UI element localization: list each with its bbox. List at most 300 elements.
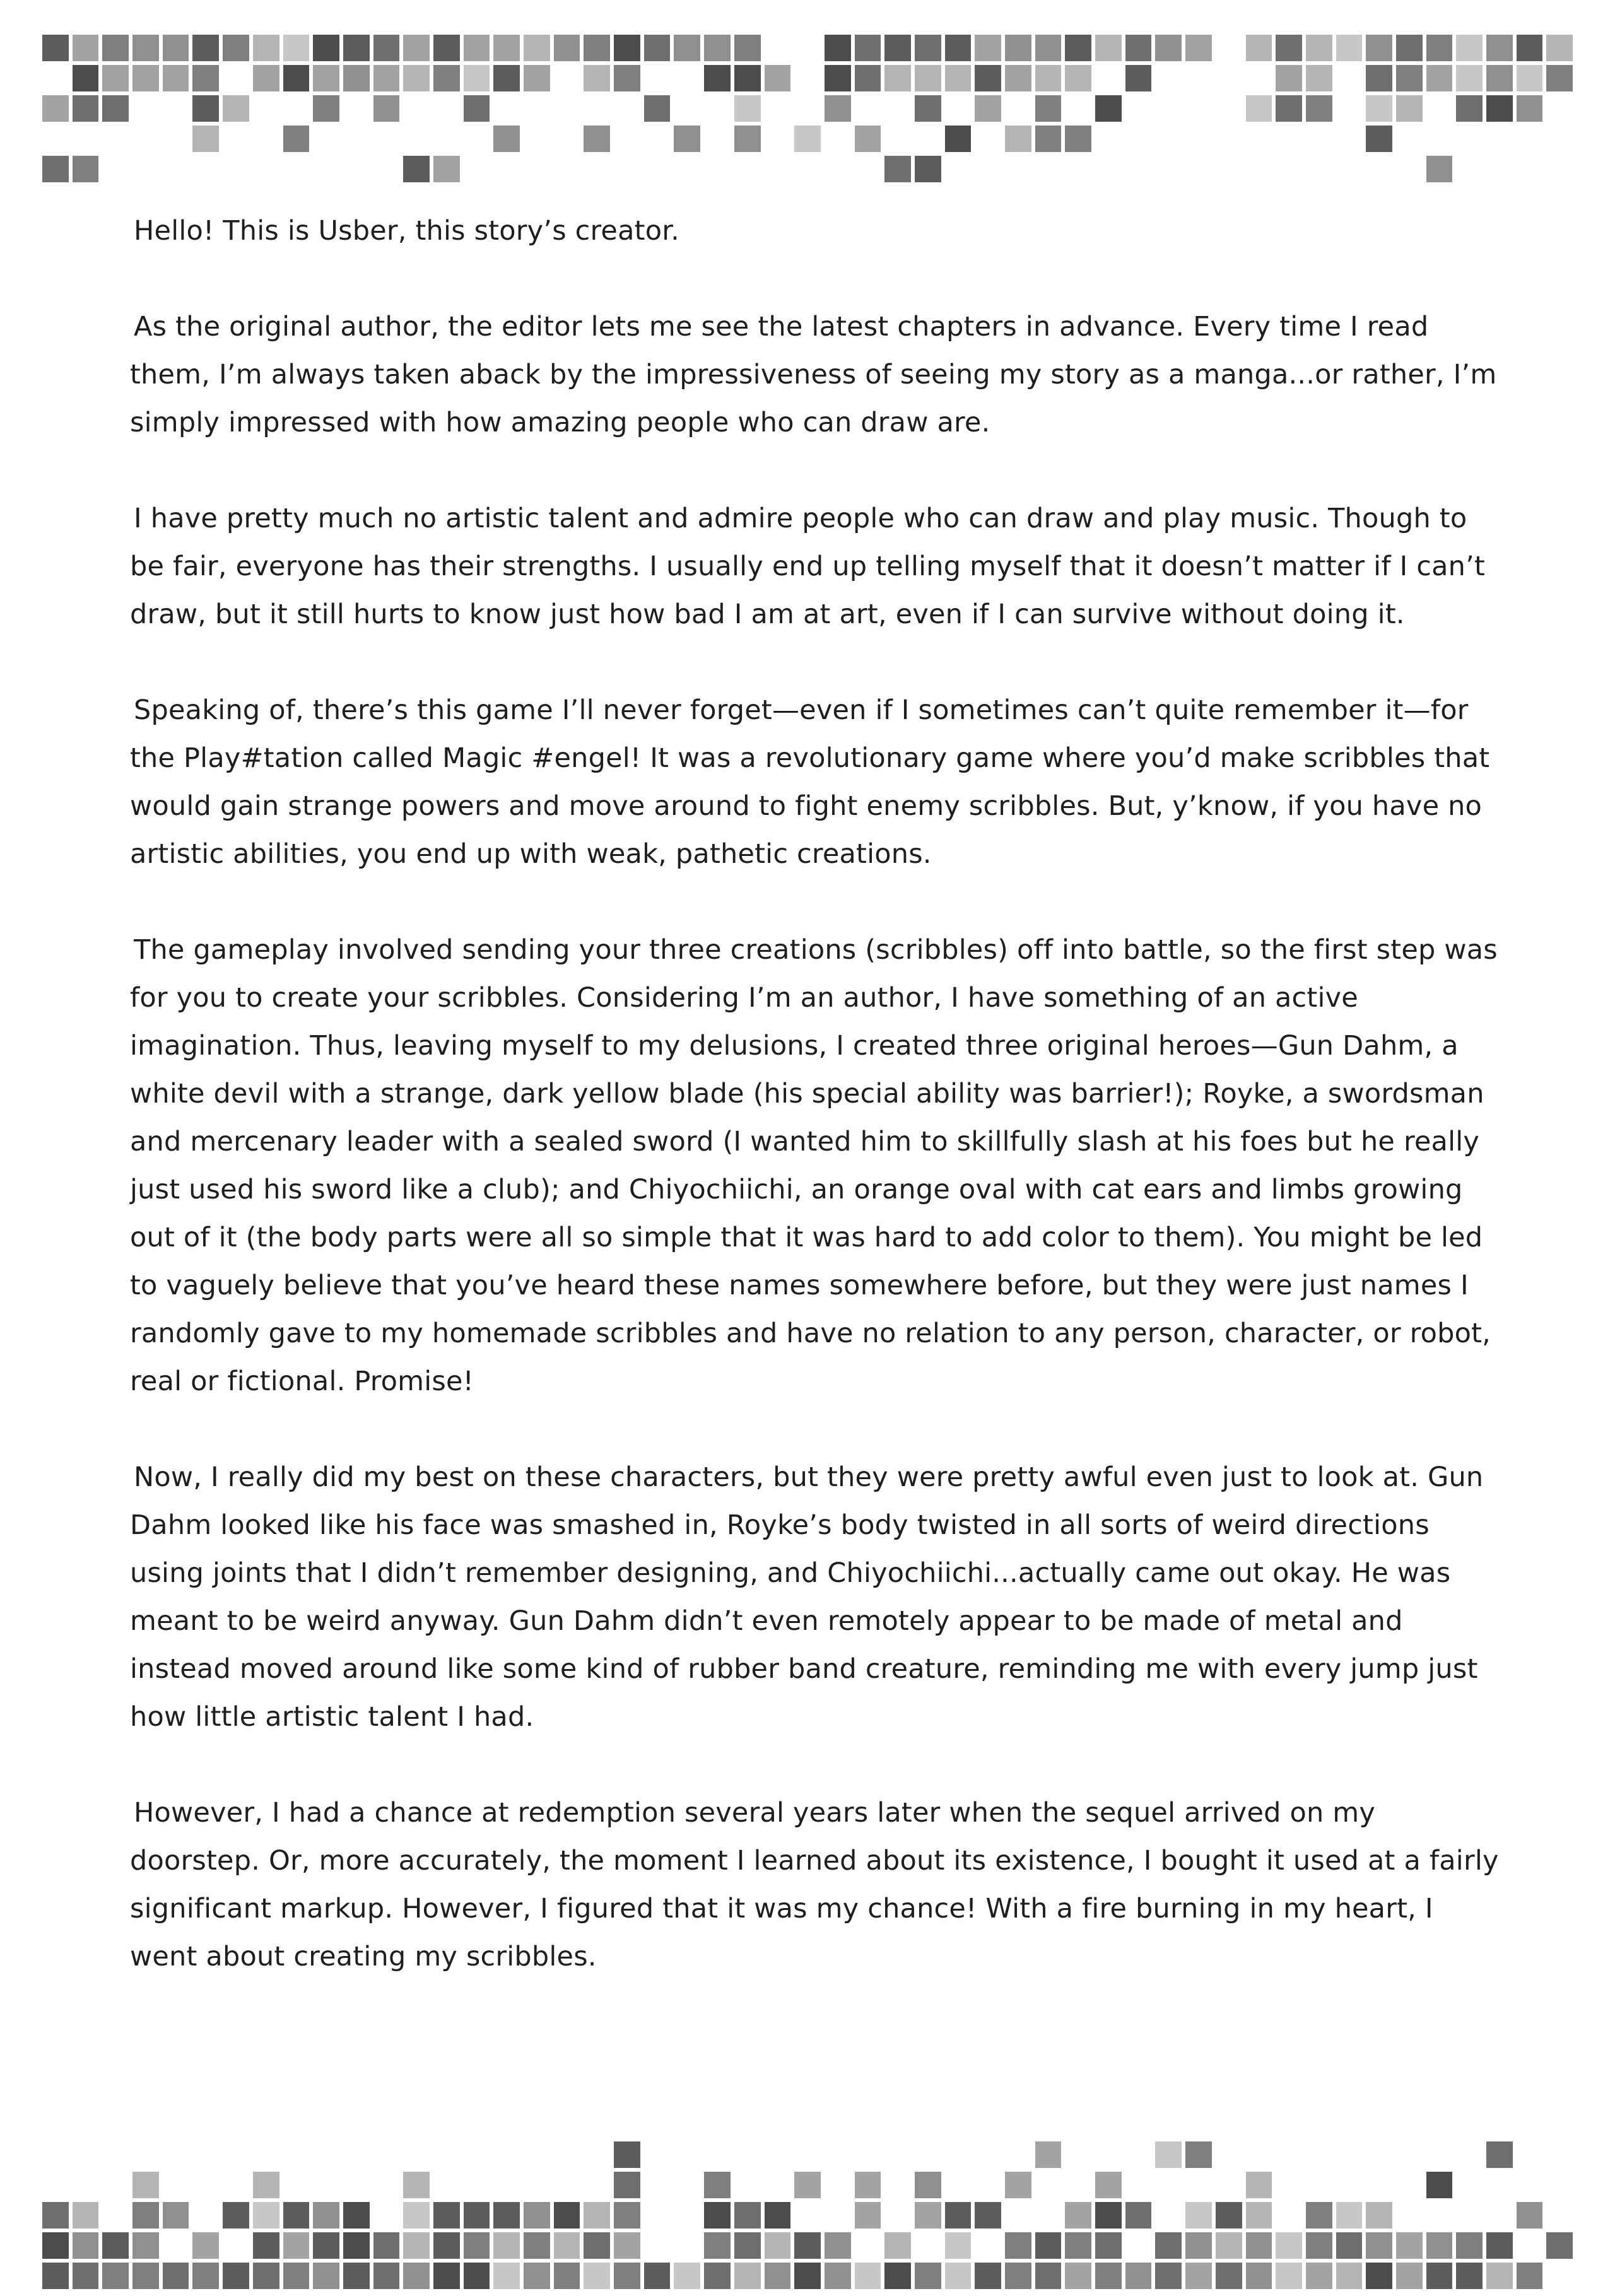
mosaic-square [1216,2202,1242,2229]
mosaic-square [1125,126,1152,152]
mosaic-square [1336,126,1363,152]
mosaic-square [704,2141,731,2168]
mosaic-square [1095,2202,1122,2229]
mosaic-square [1065,35,1091,61]
mosaic-square [192,2141,219,2168]
mosaic-square [1035,2141,1062,2168]
mosaic-square [163,2202,189,2229]
mosaic-square [704,2232,731,2259]
mosaic-square [1546,156,1573,182]
mosaic-square [1065,2202,1091,2229]
mosaic-square [223,2263,249,2289]
mosaic-square [403,65,430,91]
mosaic-square [42,156,69,182]
mosaic-square [313,2202,339,2229]
mosaic-square [373,35,400,61]
mosaic-square [855,156,881,182]
mosaic-square [584,156,610,182]
mosaic-square [313,2141,339,2168]
mosaic-square [884,2232,911,2259]
mosaic-square [1095,2172,1122,2198]
mosaic-square [373,126,400,152]
mosaic-square [915,35,941,61]
mosaic-square [855,2263,881,2289]
mosaic-square [132,2263,159,2289]
mosaic-square [1216,95,1242,122]
mosaic-square [283,2232,310,2259]
mosaic-square [614,2263,640,2289]
mosaic-square [884,2263,911,2289]
bottom-mosaic-border [40,2140,1575,2291]
mosaic-square [614,2232,640,2259]
mosaic-square [343,126,370,152]
mosaic-square [855,126,881,152]
mosaic-square [1035,95,1062,122]
mosaic-square [584,35,610,61]
mosaic-square [192,156,219,182]
mosaic-square [464,2141,490,2168]
mosaic-square [1517,2202,1543,2229]
mosaic-square [704,65,731,91]
mosaic-square [1276,65,1302,91]
mosaic-square [945,2263,972,2289]
mosaic-square [493,2141,520,2168]
mosaic-square [283,95,310,122]
mosaic-square [1065,65,1091,91]
mosaic-row [40,124,1575,154]
mosaic-square [644,2263,671,2289]
mosaic-square [73,156,99,182]
mosaic-square [313,2172,339,2198]
mosaic-square [975,2263,1001,2289]
paragraph-gameplay: The gameplay involved sending your three creations (scribbles) off into battle, so the first step was for you to create your scribbles. Considering I’m an author, I have something of an active imagination. Thus, leaving myself to my delusions, I created three original heroes—Gun Dahm, a white devil with a strange, dark yellow blade (his special ability was barrier!); Royke, a swordsman and mercenary leader with a sealed sword (I wanted him to skillfully slash at his foes but he really just used his sword like a club); and Chiyochiichi, an orange oval with cat ears and limbs growing out of it (the body parts were all so simple that it was hard to add color to them). You might be led to vaguely believe that you’ve heard these names somewhere before, but they were just names I randomly gave to my homemade scribbles and have no relation to any person, character, or robot, real or fictional. Promise! [130,934,1498,1397]
mosaic-square [794,35,821,61]
mosaic-square [1396,2263,1423,2289]
mosaic-square [1216,35,1242,61]
mosaic-square [1246,95,1272,122]
mosaic-square [403,2202,430,2229]
mosaic-square [1246,2141,1272,2168]
mosaic-square [433,2141,460,2168]
mosaic-square [73,95,99,122]
mosaic-square [1185,2263,1212,2289]
mosaic-square [253,2202,279,2229]
mosaic-square [313,35,339,61]
mosaic-square [283,2172,310,2198]
mosaic-square [554,95,580,122]
mosaic-square [223,35,249,61]
mosaic-square [433,95,460,122]
mosaic-square [945,2172,972,2198]
mosaic-square [674,126,700,152]
mosaic-square [554,156,580,182]
mosaic-square [163,65,189,91]
mosaic-square [1005,65,1031,91]
mosaic-row [40,2230,1575,2261]
mosaic-row [40,2140,1575,2170]
mosaic-square [42,95,69,122]
mosaic-square [884,65,911,91]
mosaic-square [433,156,460,182]
mosaic-square [825,65,851,91]
mosaic-square [1396,2232,1423,2259]
mosaic-square [734,2141,761,2168]
mosaic-square [493,126,520,152]
mosaic-square [1216,156,1242,182]
mosaic-square [343,65,370,91]
mosaic-square [825,2202,851,2229]
mosaic-square [223,95,249,122]
mosaic-square [253,65,279,91]
mosaic-square [1336,95,1363,122]
mosaic-square [493,65,520,91]
mosaic-square [975,95,1001,122]
mosaic-square [975,2172,1001,2198]
mosaic-square [1486,2172,1513,2198]
mosaic-square [915,2232,941,2259]
mosaic-square [855,2172,881,2198]
mosaic-square [765,2172,791,2198]
mosaic-square [1366,35,1392,61]
mosaic-square [1035,2202,1062,2229]
mosaic-square [765,95,791,122]
mosaic-square [73,65,99,91]
mosaic-square [1456,156,1483,182]
mosaic-square [1246,2263,1272,2289]
mosaic-square [765,2263,791,2289]
mosaic-square [1336,35,1363,61]
mosaic-square [283,65,310,91]
mosaic-square [1276,2202,1302,2229]
mosaic-square [1366,2172,1392,2198]
mosaic-square [163,2263,189,2289]
mosaic-square [1336,156,1363,182]
mosaic-square [1095,156,1122,182]
mosaic-square [1095,2232,1122,2259]
mosaic-square [1486,2141,1513,2168]
mosaic-square [554,2232,580,2259]
mosaic-square [464,156,490,182]
mosaic-square [704,2172,731,2198]
mosaic-square [373,2202,400,2229]
mosaic-square [1426,2202,1453,2229]
mosaic-square [1185,126,1212,152]
mosaic-square [433,2232,460,2259]
mosaic-square [1155,2232,1182,2259]
mosaic-square [765,156,791,182]
mosaic-square [433,65,460,91]
mosaic-square [794,2263,821,2289]
mosaic-square [1396,95,1423,122]
mosaic-square [223,65,249,91]
mosaic-square [1125,156,1152,182]
mosaic-square [855,2232,881,2259]
mosaic-square [253,2232,279,2259]
mosaic-square [825,2141,851,2168]
mosaic-square [1426,156,1453,182]
paragraph-greeting: Hello! This is Usber, this story’s creator. [134,215,680,247]
mosaic-square [524,95,550,122]
paragraph-redemption: However, I had a chance at redemption several years later when the sequel arrived on my doorstep. Or, more accurately, the moment I learned about its existence, I bought it used at a fairly significant markup. However, I figured that it was my chance! With a fire burning in my heart, I went about creating my scribbles. [130,1797,1499,1972]
mosaic-square [433,2202,460,2229]
mosaic-square [1366,2232,1392,2259]
mosaic-square [884,35,911,61]
mosaic-square [493,35,520,61]
mosaic-square [1517,2141,1543,2168]
mosaic-square [554,35,580,61]
mosaic-square [644,35,671,61]
mosaic-square [704,156,731,182]
mosaic-row [40,93,1575,124]
mosaic-square [1456,2232,1483,2259]
mosaic-square [524,35,550,61]
mosaic-square [1035,126,1062,152]
mosaic-square [1065,2141,1091,2168]
mosaic-square [945,65,972,91]
mosaic-square [403,2263,430,2289]
mosaic-square [1546,2232,1573,2259]
mosaic-square [373,65,400,91]
mosaic-square [1366,2141,1392,2168]
mosaic-square [433,2263,460,2289]
mosaic-square [1486,2232,1513,2259]
mosaic-square [1336,2172,1363,2198]
mosaic-square [975,2141,1001,2168]
mosaic-square [825,2263,851,2289]
mosaic-square [644,126,671,152]
mosaic-square [734,2202,761,2229]
mosaic-square [1306,2141,1332,2168]
mosaic-square [163,156,189,182]
mosaic-square [1456,2263,1483,2289]
mosaic-square [584,2232,610,2259]
mosaic-square [1426,35,1453,61]
mosaic-square [915,65,941,91]
mosaic-square [42,2141,69,2168]
mosaic-square [132,35,159,61]
mosaic-square [132,156,159,182]
mosaic-square [855,35,881,61]
mosaic-square [945,35,972,61]
mosaic-square [1396,156,1423,182]
mosaic-square [734,95,761,122]
mosaic-square [1216,126,1242,152]
mosaic-row [40,33,1575,63]
mosaic-square [1456,2141,1483,2168]
mosaic-square [975,2232,1001,2259]
mosaic-square [1035,2232,1062,2259]
mosaic-square [132,126,159,152]
mosaic-square [1306,2232,1332,2259]
mosaic-square [1426,2232,1453,2259]
mosaic-square [1486,2202,1513,2229]
mosaic-square [1246,156,1272,182]
mosaic-square [102,126,129,152]
mosaic-square [192,2202,219,2229]
mosaic-square [1095,2141,1122,2168]
mosaic-square [343,2202,370,2229]
mosaic-square [1005,2202,1031,2229]
mosaic-square [945,95,972,122]
mosaic-square [1065,2172,1091,2198]
mosaic-square [1486,95,1513,122]
mosaic-square [433,126,460,152]
mosaic-square [73,126,99,152]
mosaic-square [1246,35,1272,61]
mosaic-square [794,95,821,122]
mosaic-square [644,95,671,122]
mosaic-square [1546,35,1573,61]
mosaic-square [102,2263,129,2289]
mosaic-square [283,126,310,152]
mosaic-square [1216,2172,1242,2198]
mosaic-square [373,2263,400,2289]
mosaic-square [674,65,700,91]
mosaic-square [614,2141,640,2168]
mosaic-square [915,156,941,182]
mosaic-square [1065,2232,1091,2259]
mosaic-square [373,2172,400,2198]
mosaic-square [1486,126,1513,152]
mosaic-square [734,2232,761,2259]
mosaic-square [253,2172,279,2198]
mosaic-square [1396,2202,1423,2229]
mosaic-square [1456,35,1483,61]
mosaic-square [554,2202,580,2229]
mosaic-square [433,2172,460,2198]
mosaic-square [1306,156,1332,182]
mosaic-square [915,95,941,122]
mosaic-square [704,95,731,122]
mosaic-square [102,156,129,182]
mosaic-square [1306,2202,1332,2229]
mosaic-square [493,2232,520,2259]
mosaic-square [163,95,189,122]
mosaic-square [674,2232,700,2259]
mosaic-square [1306,2172,1332,2198]
mosaic-square [132,65,159,91]
mosaic-square [825,35,851,61]
mosaic-square [1155,2263,1182,2289]
mosaic-square [313,2263,339,2289]
mosaic-square [524,2141,550,2168]
mosaic-square [1065,156,1091,182]
mosaic-square [373,2141,400,2168]
mosaic-square [132,95,159,122]
mosaic-square [794,126,821,152]
mosaic-square [283,35,310,61]
mosaic-square [163,2172,189,2198]
mosaic-square [794,65,821,91]
mosaic-square [1155,65,1182,91]
mosaic-square [975,35,1001,61]
mosaic-square [1517,2263,1543,2289]
mosaic-square [343,2232,370,2259]
mosaic-square [884,126,911,152]
mosaic-square [192,35,219,61]
mosaic-square [1517,156,1543,182]
mosaic-square [644,156,671,182]
mosaic-square [493,2172,520,2198]
mosaic-square [674,156,700,182]
mosaic-square [524,156,550,182]
mosaic-square [554,2172,580,2198]
paragraph-author: As the original author, the editor lets me see the latest chapters in advance. Every time I read them, I’m always taken aback by the impressiveness of seeing my story as a manga...or rather, I’m simply impressed with how amazing people who can draw are. [130,311,1497,438]
mosaic-square [192,2172,219,2198]
mosaic-square [945,156,972,182]
mosaic-square [614,156,640,182]
mosaic-square [975,65,1001,91]
mosaic-square [1366,156,1392,182]
mosaic-square [1306,2263,1332,2289]
mosaic-square [1035,156,1062,182]
mosaic-square [373,156,400,182]
mosaic-square [1185,2232,1212,2259]
mosaic-square [1155,2172,1182,2198]
mosaic-square [825,95,851,122]
mosaic-square [674,2202,700,2229]
mosaic-square [464,2202,490,2229]
mosaic-square [464,65,490,91]
mosaic-square [855,65,881,91]
mosaic-square [1065,95,1091,122]
mosaic-square [1125,2202,1152,2229]
mosaic-square [403,35,430,61]
mosaic-square [493,2263,520,2289]
mosaic-square [102,2232,129,2259]
mosaic-square [1396,2172,1423,2198]
mosaic-square [223,156,249,182]
mosaic-square [102,2202,129,2229]
mosaic-square [464,95,490,122]
mosaic-square [734,65,761,91]
mosaic-square [42,2263,69,2289]
mosaic-square [1005,2172,1031,2198]
mosaic-square [1246,65,1272,91]
mosaic-square [794,2141,821,2168]
mosaic-square [915,2263,941,2289]
mosaic-square [1486,156,1513,182]
mosaic-square [524,2232,550,2259]
mosaic-square [1185,65,1212,91]
mosaic-square [765,2232,791,2259]
mosaic-square [614,2202,640,2229]
mosaic-square [1336,2202,1363,2229]
mosaic-square [524,2202,550,2229]
mosaic-square [884,2141,911,2168]
mosaic-square [884,95,911,122]
mosaic-square [1396,126,1423,152]
mosaic-square [163,35,189,61]
mosaic-square [223,2232,249,2259]
mosaic-square [403,2232,430,2259]
mosaic-square [1396,65,1423,91]
mosaic-square [1546,126,1573,152]
mosaic-square [975,156,1001,182]
mosaic-square [73,2232,99,2259]
mosaic-square [614,35,640,61]
mosaic-square [464,2232,490,2259]
mosaic-square [855,2202,881,2229]
mosaic-square [313,2232,339,2259]
mosaic-square [554,2141,580,2168]
mosaic-square [192,2263,219,2289]
mosaic-square [945,2141,972,2168]
mosaic-square [1125,35,1152,61]
mosaic-square [1517,2172,1543,2198]
mosaic-square [734,126,761,152]
mosaic-square [794,2202,821,2229]
